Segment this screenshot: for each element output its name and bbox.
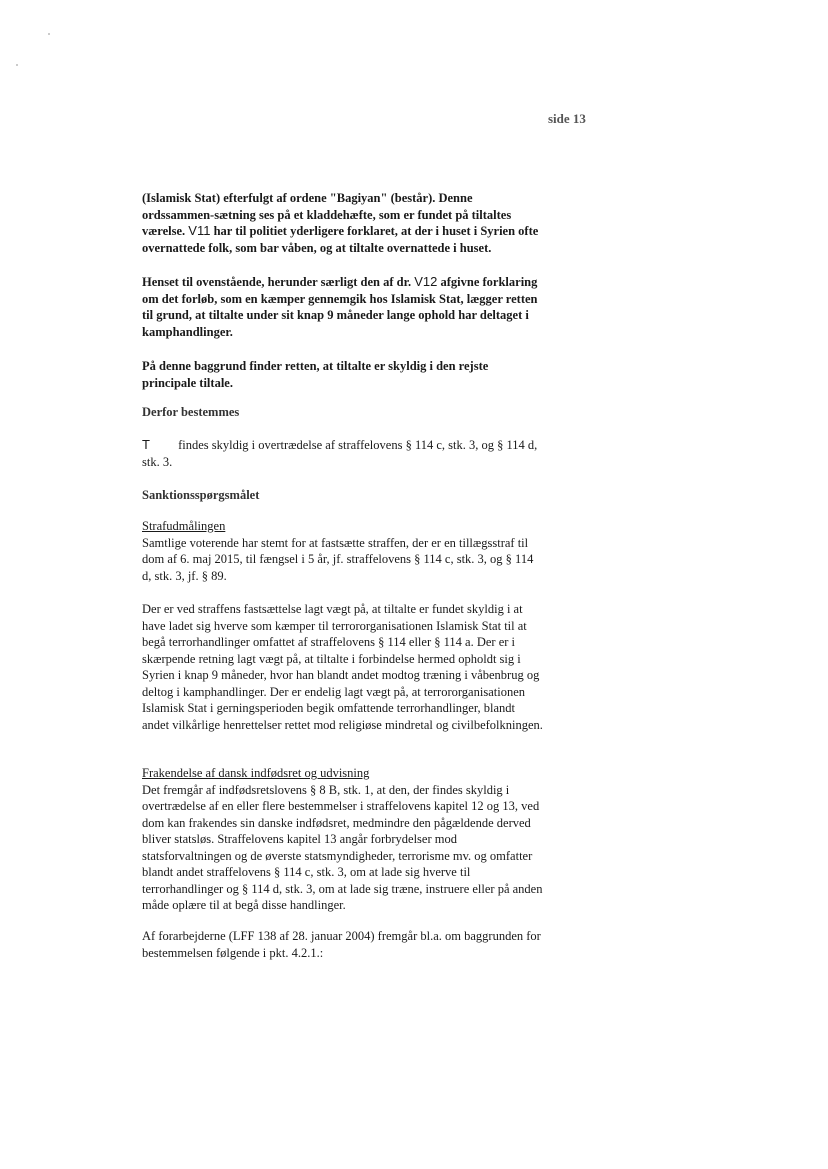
paragraph-straffens-fastsaettelse: Der er ved straffens fastsættelse lagt vægt på, at tiltalte er fundet skyldig i at have ladet sig hverve som kæmper til terrororganisationen Islamisk Stat til at begå terrorhandlinger omfattet af straffelovens § 114 eller § 114 a. Der er i skærpende retning lagt vægt på, at tiltalte i forbindelse hermed opholdt sig i Syrien i knap 9 måneder, hvor han blandt andet modtog træning i våbenbrug og deltog i kamphandlinger. Der er endelig lagt vægt på, at terrororganisationen Islamisk Stat i gerningsperioden begik omfattende terrorhandlinger, blandt andet vilkårlige henrettelser rettet mod religiøse mindretal og civilbefolkningen. <box>142 602 543 732</box>
heading-sanktionsspoergsmaalet: Sanktionsspørgsmålet <box>142 488 260 502</box>
heading-frakendelse: Frakendelse af dansk indfødsret og udvisning <box>142 766 370 780</box>
paragraph-text: Henset til ovenstående, herunder særligt den af dr. <box>142 275 412 289</box>
paragraph-henset <box>142 274 544 340</box>
paragraph-text: har til politiet yderligere forklaret, at der i huset i Syrien ofte overnattede folk, som bar våben, og at tiltalte overnattede i huset. <box>142 224 539 255</box>
redacted-name-label: V12 <box>414 274 438 289</box>
section-frakendelse <box>142 765 544 914</box>
scan-speck <box>48 33 50 35</box>
section-strafudmaaling <box>142 518 544 584</box>
paragraph-text: Det fremgår af indfødsretslovens § 8 B, stk. 1, at den, der findes skyldig i overtrædelse af en eller flere bestemmelser i straffelovens kapitel 12 og 13, ved dom kan frakendes sin danske indfødsret, medmindre den pågældende derved bliver statsløs. Straffelovens kapitel 13 angår forbrydelser mod statsforvaltningen og de øverste statsmyndigheder, terrorisme mv. og omfatter blandt andet straffelovens § 114 c, stk. 3, om at lade sig hverve til terrorhandlinger og § 114 d, stk. 3, om at lade sig træne, instruere eller på anden måde oplære til at begå disse handlinger. <box>142 782 543 912</box>
heading-derfor-bestemmes: Derfor bestemmes <box>142 405 240 419</box>
paragraph-forarbejderne: Af forarbejderne (LFF 138 af 28. januar 2004) fremgår bl.a. om baggrunden for bestemmelsen følgende i pkt. 4.2.1.: <box>142 929 541 960</box>
paragraph-text: (Islamisk Stat) efterfulgt af ordene "Bagiyan" (består). Denne ordssammen-sætning ses på et kladdehæfte, som er fundet på tiltaltes værelse. <box>142 191 512 238</box>
paragraph-text: findes skyldig i overtrædelse af straffelovens § 114 c, stk. 3, og § 114 d, stk. 3. <box>142 438 538 469</box>
scan-speck <box>16 64 18 66</box>
paragraph-islamisk-stat <box>142 190 544 256</box>
heading-strafudmaalingen: Strafudmålingen <box>142 519 226 533</box>
paragraph-conclusion: På denne baggrund finder retten, at tiltalte er skyldig i den rejste principale tiltale. <box>142 359 489 390</box>
paragraph-text: afgivne forklaring om det forløb, som en kæmper gennemgik hos Islamisk Stat, lægger retten til grund, at tiltalte under sit knap 9 måneder lange ophold har deltaget i kamphandlinger. <box>142 275 538 339</box>
redacted-name-label: V11 <box>188 223 211 238</box>
page-number: side 13 <box>548 111 586 126</box>
paragraph-verdict <box>142 437 544 470</box>
paragraph-text: Samtlige voterende har stemt for at fastsætte straffen, der er en tillægsstraf til dom af 6. maj 2015, til fængsel i 5 år, jf. straffelovens § 114 c, stk. 3, og § 114 d, stk. 3, jf. § 89. <box>142 535 534 583</box>
redacted-name-label: T <box>142 437 150 452</box>
